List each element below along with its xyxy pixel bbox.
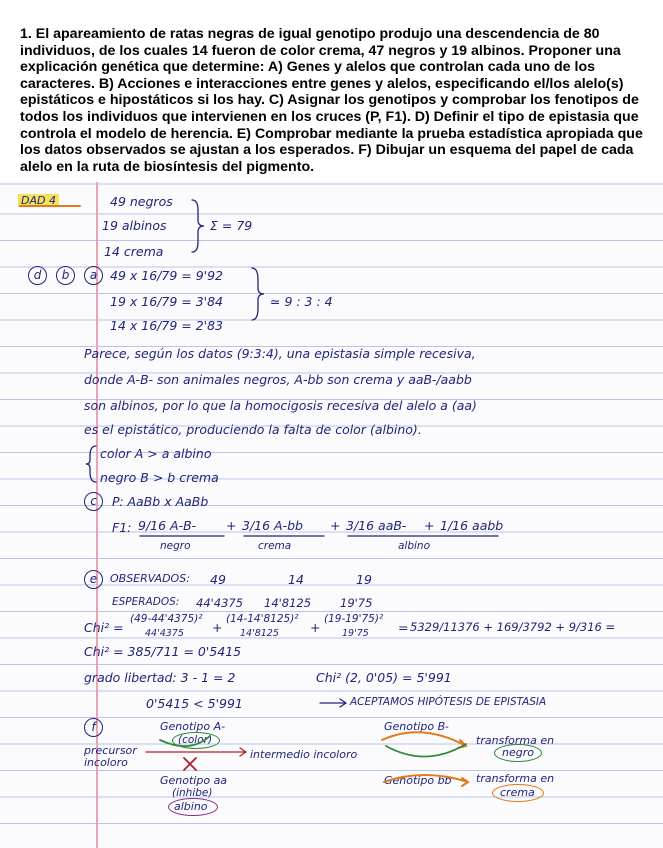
marker-c: c xyxy=(84,492,103,511)
chi-term-3-denominator: 19'75 xyxy=(342,628,369,639)
observed-albinos: 19 xyxy=(356,572,372,587)
cross-f1-label: F1: xyxy=(112,520,132,535)
chi-fractions: 5329/11376 + 169/3792 + 9/316 = xyxy=(410,620,616,634)
marker-f: f xyxy=(84,718,103,737)
pathway-color: (color) xyxy=(178,734,213,746)
chi-term-1-numerator: (49-44'4375)² xyxy=(130,613,203,625)
brace-counts xyxy=(192,200,204,252)
chi-label: Chi² = xyxy=(84,620,124,635)
arrow-gene-b-green xyxy=(386,744,466,757)
marker-b: b xyxy=(56,266,75,285)
cross-plus-1: + xyxy=(226,518,237,533)
cross-label-crema: crema xyxy=(258,540,292,552)
marker-a: a xyxy=(84,266,103,285)
ratio-crema: 14 x 16/79 = 2'83 xyxy=(110,318,223,333)
explanation-line-2: donde A-B- son animales negros, A-bb son crema y aaB-/aabb xyxy=(84,372,472,387)
cross-parents: P: AaBb x AaBb xyxy=(112,494,209,509)
chi-plus-2: + xyxy=(310,620,321,635)
activity-tag: DAD 4 xyxy=(18,194,59,207)
dominance-color: color A > a albino xyxy=(100,446,212,461)
pathway-gene-bb: Genotipo bb xyxy=(384,774,452,787)
explanation-line-3: son albinos, por lo que la homocigosis recesiva del alelo a (aa) xyxy=(84,398,477,413)
observed-crema: 14 xyxy=(288,572,304,587)
ratio-approx: ≃ 9 : 3 : 4 xyxy=(270,294,333,309)
cross-label-albino: albino xyxy=(398,540,431,552)
question-text: 1. El apareamiento de ratas negras de igual genotipo produjo una descendencia de 80 individuos, de los cuales 14 fueron de color crema, 47 negros y 19 albinos. Proponer una explicación genética que determine: A) Genes y alelos que controlan cada uno de los caracteres. B) Acciones e interacciones entre genes y alelos, especificando el/los alelo(s) epistáticos e hipostáticos si los hay. C) Asignar los genotipos y comprobar los fenotipos de todos los individuos que intervienen en los cruces (P, F1). D) Definir el tipo de epistasia que controla el modelo de herencia. E) Comprobar mediante la prueba estadística apropiada que los datos observados se ajustan a los esperados. F) Dibujar un esquema del papel de cada alelo en la ruta de biosíntesis del pigmento. xyxy=(20,26,643,175)
chi-term-3-numerator: (19-19'75)² xyxy=(324,613,384,625)
pathway-intermedio: intermedio incoloro xyxy=(250,748,358,761)
pathway-gene-a: Genotipo A- xyxy=(160,720,226,733)
arrow-gene-bb xyxy=(384,775,468,786)
pathway-albino: albino xyxy=(174,800,208,813)
pathway-transforma-1: transforma en xyxy=(476,734,555,747)
pathway-gene-b: Genotipo B- xyxy=(384,720,449,733)
cross-term-1: 9/16 A-B- xyxy=(138,518,196,533)
arrow-gene-b xyxy=(382,732,466,748)
chi-term-1-denominator: 44'4375 xyxy=(145,628,184,639)
cross-plus-3: + xyxy=(424,518,435,533)
explanation-line-1: Parece, según los datos (9:3:4), una epistasia simple recesiva, xyxy=(84,346,476,361)
arrow-gene-a xyxy=(160,734,213,746)
pathway-inhibe: (inhibe) xyxy=(172,787,213,799)
pathway-gene-aa: Genotipo aa xyxy=(160,774,228,787)
cross-term-3: 3/16 aaB- xyxy=(346,518,407,533)
count-crema: 14 crema xyxy=(104,244,164,259)
explanation-line-4: es el epistático, produciendo la falta de color (albino). xyxy=(84,422,422,437)
pathway-incoloro: incoloro xyxy=(84,756,128,769)
expected-label: ESPERADOS: xyxy=(112,596,180,608)
observed-label: OBSERVADOS: xyxy=(110,572,190,585)
brace-ratios xyxy=(252,268,264,320)
count-albinos: 19 albinos xyxy=(102,218,167,233)
cross-label-negro: negro xyxy=(160,540,191,552)
marker-d: d xyxy=(28,266,47,285)
chi-result: Chi² = 385/711 = 0'5415 xyxy=(84,644,242,659)
count-sum: Σ = 79 xyxy=(210,218,253,233)
pathway-precursor: precursor xyxy=(84,744,137,757)
observed-negros: 49 xyxy=(210,572,226,587)
expected-albinos: 19'75 xyxy=(340,596,373,610)
chi-critical: Chi² (2, 0'05) = 5'991 xyxy=(316,670,452,685)
degrees-freedom: grado libertad: 3 - 1 = 2 xyxy=(84,670,236,685)
dominance-negro: negro B > b crema xyxy=(100,470,219,485)
cross-term-4: 1/16 aabb xyxy=(440,518,504,533)
chi-comparison: 0'5415 < 5'991 xyxy=(146,696,243,711)
arrow-precursor xyxy=(146,748,246,756)
brace-dominance xyxy=(86,446,96,482)
pathway-crema: crema xyxy=(500,786,535,799)
cross-plus-2: + xyxy=(330,518,341,533)
cross-mark xyxy=(184,758,196,770)
chi-equals: = xyxy=(398,620,409,635)
pathway-negro: negro xyxy=(502,746,534,759)
chi-plus-1: + xyxy=(212,620,223,635)
chi-term-2-numerator: (14-14'8125)² xyxy=(226,613,299,625)
marker-e: e xyxy=(84,570,103,589)
underline-conclusion-arrow xyxy=(320,699,346,707)
pathway-transforma-2: transforma en xyxy=(476,772,555,785)
cross-term-2: 3/16 A-bb xyxy=(242,518,303,533)
expected-negros: 44'4375 xyxy=(196,596,244,610)
ratio-negros: 49 x 16/79 = 9'92 xyxy=(110,268,223,283)
conclusion-text: ACEPTAMOS HIPÓTESIS DE EPISTASIA xyxy=(350,696,547,708)
count-negros: 49 negros xyxy=(110,194,173,209)
chi-term-2-denominator: 14'8125 xyxy=(240,628,279,639)
expected-crema: 14'8125 xyxy=(264,596,312,610)
ratio-albinos: 19 x 16/79 = 3'84 xyxy=(110,294,223,309)
